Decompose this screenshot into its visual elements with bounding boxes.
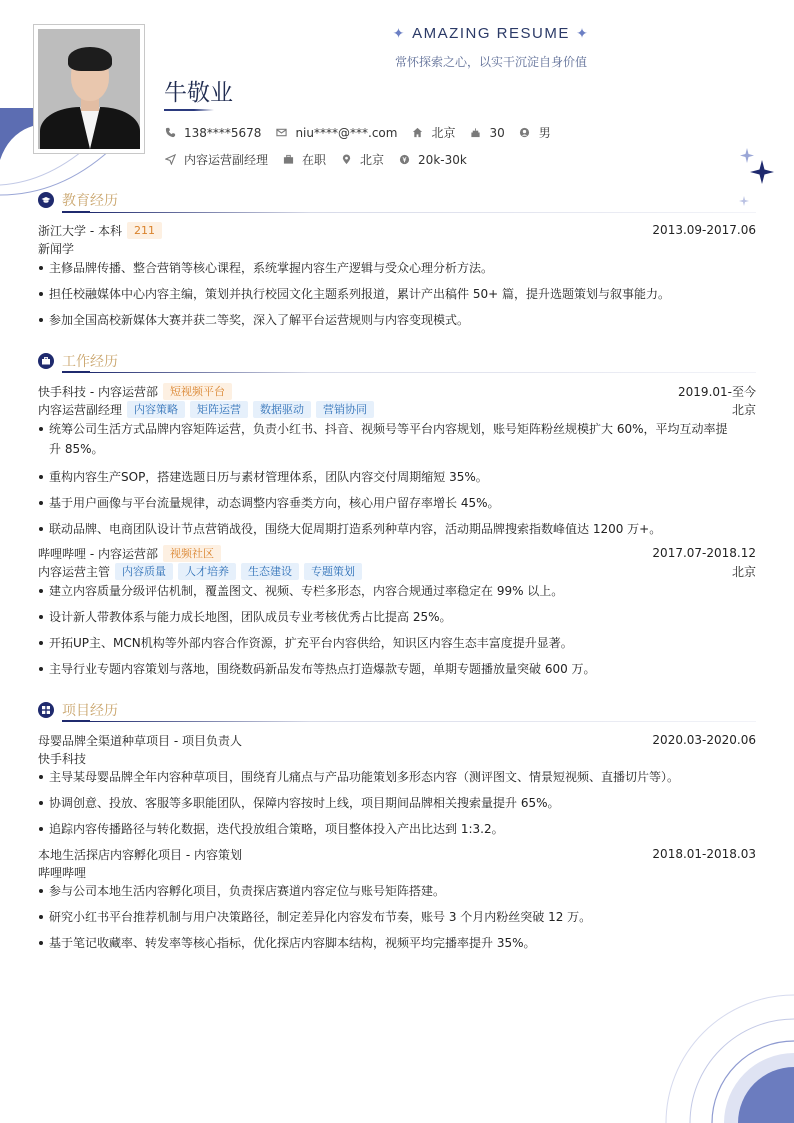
age-item [469, 126, 504, 140]
contact-row-1 [164, 124, 565, 141]
school-name: 浙江大学 - 本科 [38, 223, 122, 238]
profile-photo [33, 24, 145, 154]
section-divider-fade [90, 372, 310, 373]
phone-icon [164, 127, 176, 139]
salary-value: 20k-30k [418, 152, 467, 167]
contact-row-2 [164, 151, 481, 168]
skill-tag: 专题策划 [304, 563, 362, 580]
major: 新闻学 [38, 241, 75, 256]
grid-icon [38, 702, 54, 718]
avatar [38, 29, 140, 149]
skill-tag: 人才培养 [178, 563, 236, 580]
job-tag: 视频社区 [163, 545, 221, 562]
job-bullet: 建立内容质量分级评估机制，覆盖图文、视频、专栏多形态，内容合规通过率稳定在 99% 以上。 [38, 581, 756, 601]
send-icon [164, 154, 176, 166]
job-company-row [38, 382, 756, 400]
job-position: 内容运营主管 [38, 564, 111, 579]
education-major-row [38, 239, 756, 257]
project-org-row [38, 749, 756, 767]
skill-tag: 内容质量 [115, 563, 173, 580]
section-divider-accent [62, 371, 90, 373]
project-period: 2020.03-2020.06 [652, 733, 756, 747]
job-bullet: 联动品牌、电商团队设计节点营销战役，围绕大促周期打造系列种草内容，活动期品牌搜索指数峰值达 1200 万+。 [38, 519, 756, 539]
star-left-icon: ✦ [392, 26, 406, 42]
project-bullet: 协调创意、投放、客服等多职能团队，保障内容按时上线，项目期间品牌相关搜索量提升 65%。 [38, 793, 756, 813]
home-icon [411, 127, 423, 139]
decorative-arcs-bottom-right [654, 983, 794, 1123]
job-company-row [38, 544, 756, 562]
project-org: 快手科技 [38, 751, 87, 766]
candidate-name: 牛敬业 [164, 80, 233, 106]
briefcase-icon [282, 154, 294, 166]
education-school-row [38, 221, 756, 239]
job-company: 哔哩哔哩 - 内容运营部 [38, 546, 158, 561]
job-bullet: 开拓UP主、MCN机构等外部内容合作资源，扩充平台内容供给，知识区内容生态丰富度提升显著。 [38, 633, 756, 653]
graduation-cap-icon [38, 192, 54, 208]
work-section-header [38, 351, 756, 371]
education-bullet: 参加全国高校新媒体大赛并获二等奖，深入了解平台运营规则与内容变现模式。 [38, 310, 756, 330]
job-bullet: 设计新人带教体系与能力成长地图，团队成员专业考核优秀占比提高 25%。 [38, 607, 756, 627]
education-bullet: 担任校融媒体中心内容主编，策划并执行校园文化主题系列报道，累计产出稿件 50+ 篇，提升选题策划与叙事能力。 [38, 284, 756, 304]
location-value: 北京 [431, 126, 456, 140]
target-city-value: 北京 [360, 153, 385, 167]
star-right-icon: ✦ [576, 26, 590, 42]
project-period: 2018.01-2018.03 [652, 847, 756, 861]
phone-item [164, 126, 261, 140]
work-title: 工作经历 [62, 354, 118, 370]
location-pin-icon [340, 154, 352, 166]
email-item [275, 126, 397, 140]
email-icon [275, 127, 287, 139]
job-city: 北京 [731, 402, 756, 417]
project-bullet: 基于笔记收藏率、转发率等核心指标，优化探店内容脚本结构，视频平均完播率提升 35%。 [38, 933, 756, 953]
project-bullet: 主导某母婴品牌全年内容种草项目，围绕育儿痛点与产品功能策划多形态内容（测评图文、情景短视频、直播切片等）。 [38, 767, 756, 787]
skill-tag: 数据驱动 [253, 401, 311, 418]
section-divider-fade [90, 721, 310, 722]
status-item [282, 151, 326, 168]
project-name: 母婴品牌全渠道种草项目 - 项目负责人 [38, 733, 242, 748]
target-position-value: 内容运营副经理 [184, 153, 269, 167]
section-divider-fade [90, 212, 310, 213]
gender-item [519, 124, 551, 141]
education-bullet: 主修品牌传播、整合营销等核心课程，系统掌握内容生产逻辑与受众心理分析方法。 [38, 258, 756, 278]
job-company: 快手科技 - 内容运营部 [38, 384, 158, 399]
status-value: 在职 [302, 153, 327, 167]
job-period: 2017.07-2018.12 [652, 546, 756, 560]
resume-title-text: AMAZING RESUME [412, 25, 570, 42]
education-title: 教育经历 [62, 193, 118, 209]
section-divider-accent [62, 720, 90, 722]
project-org-row [38, 863, 756, 881]
section-divider-accent [62, 211, 90, 213]
skill-tag: 矩阵运营 [190, 401, 248, 418]
email-value: niu****@***.com [295, 125, 398, 140]
age-value: 30 [489, 125, 505, 140]
skill-tag: 生态建设 [241, 563, 299, 580]
job-bullet: 统筹公司生活方式品牌内容矩阵运营，负责小红书、抖音、视频号等平台内容规划，账号矩阵粉丝规模扩大 60%，平均互动率提升 85%。 [38, 419, 738, 459]
resume-title [387, 24, 595, 42]
education-period: 2013.09-2017.06 [652, 223, 756, 237]
job-position-row [38, 562, 756, 580]
project-name-row [38, 845, 756, 863]
coin-icon [398, 154, 410, 166]
job-bullet: 重构内容生产SOP，搭建选题日历与素材管理体系，团队内容交付周期缩短 35%。 [38, 467, 756, 487]
gender-value: 男 [538, 126, 551, 140]
job-period: 2019.01-至今 [678, 384, 756, 399]
education-section-header [38, 190, 756, 210]
school-tag: 211 [127, 222, 162, 239]
user-icon [519, 127, 531, 139]
skill-tag: 内容策略 [127, 401, 185, 418]
project-name: 本地生活探店内容孵化项目 - 内容策划 [38, 847, 242, 862]
job-position-row [38, 400, 756, 418]
phone-value: 138****5678 [184, 125, 262, 140]
target-position-item [164, 151, 268, 168]
motto: 常怀探索之心，以实干沉淀自身价值 [394, 55, 587, 69]
name-underline [164, 109, 194, 111]
briefcase-icon [38, 353, 54, 369]
job-bullet: 主导行业专题内容策划与落地，围绕数码新品发布等热点打造爆款专题，单期专题播放量突破 600 万。 [38, 659, 756, 679]
cake-icon [469, 127, 481, 139]
job-bullet: 基于用户画像与平台流量规律，动态调整内容垂类方向，核心用户留存率增长 45%。 [38, 493, 756, 513]
location-item [411, 124, 455, 141]
job-city: 北京 [731, 564, 756, 579]
project-bullet: 追踪内容传播路径与转化数据，迭代投放组合策略，项目整体投入产出比达到 1:3.2。 [38, 819, 756, 839]
job-tag: 短视频平台 [163, 383, 232, 400]
project-bullet: 参与公司本地生活内容孵化项目，负责探店赛道内容定位与账号矩阵搭建。 [38, 881, 756, 901]
project-name-row [38, 731, 756, 749]
project-bullet: 研究小红书平台推荐机制与用户决策路径，制定差异化内容发布节奏，账号 3 个月内粉丝突破 12 万。 [38, 907, 756, 927]
skill-tag: 营销协同 [316, 401, 374, 418]
target-city-item [340, 151, 384, 168]
salary-item [398, 153, 467, 167]
job-position: 内容运营副经理 [38, 402, 123, 417]
name-underline-fade [194, 109, 214, 111]
project-section-header [38, 700, 756, 720]
project-title: 项目经历 [62, 703, 118, 719]
project-org: 哔哩哔哩 [38, 865, 87, 880]
